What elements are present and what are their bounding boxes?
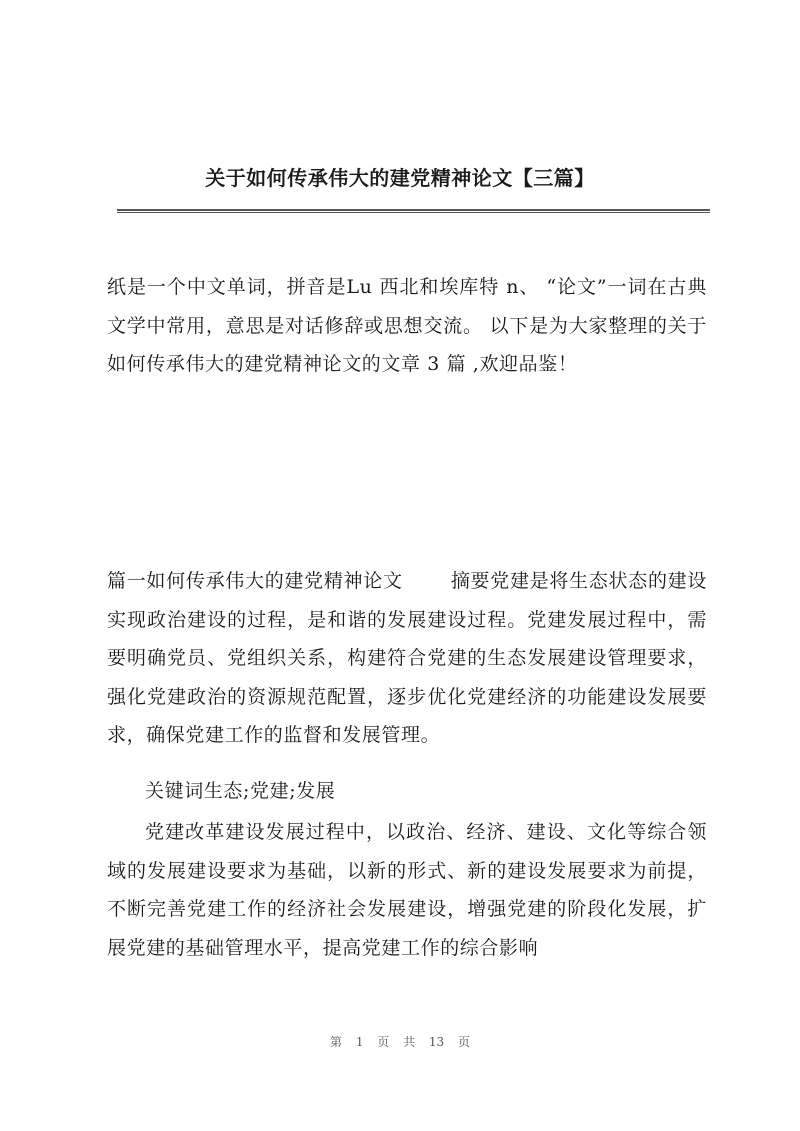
section-paragraph xyxy=(107,562,707,755)
title-divider xyxy=(117,209,710,213)
intro-paragraph: 纸是一个中文单词，拼音是Lu 西北和埃库特 n、 “论文”一词在古典文学中常用，意思是对话修辞或思想交流。 以下是为大家整理的关于如何传承伟大的建党精神论文的文章 3 篇 ,欢迎品鉴！ xyxy=(107,276,707,375)
body-paragraph: 党建改革建设发展过程中，以政治、经济、建设、文化等综合领域的发展建设要求为基础，以新的形式、新的建设发展要求为前提，不断完善党建工作的经济社会发展建设，增强党建的阶段化发展，扩展党建的基础管理水平，提高党建工作的综合影响 xyxy=(107,821,707,959)
document-title: 关于如何传承伟大的建党精神论文【三篇】 xyxy=(205,166,595,190)
keywords-line: 关键词生态;党建;发展 xyxy=(145,780,336,802)
section-heading: 篇一如何传承伟大的建党精神论文 xyxy=(107,570,403,592)
page-number-footer: 第 1 页 共 13 页 xyxy=(330,1035,470,1049)
abstract-text: 摘要党建是将生态状态的建设实现政治建设的过程，是和谐的发展建设过程。党建发展过程中，需要明确党员、党组织关系，构建符合党建的生态发展建设管理要求，强化党建政治的资源规范配置，逐步优化党建经济的功能建设发展要求，确保党建工作的监督和发展管理。 xyxy=(107,570,707,746)
